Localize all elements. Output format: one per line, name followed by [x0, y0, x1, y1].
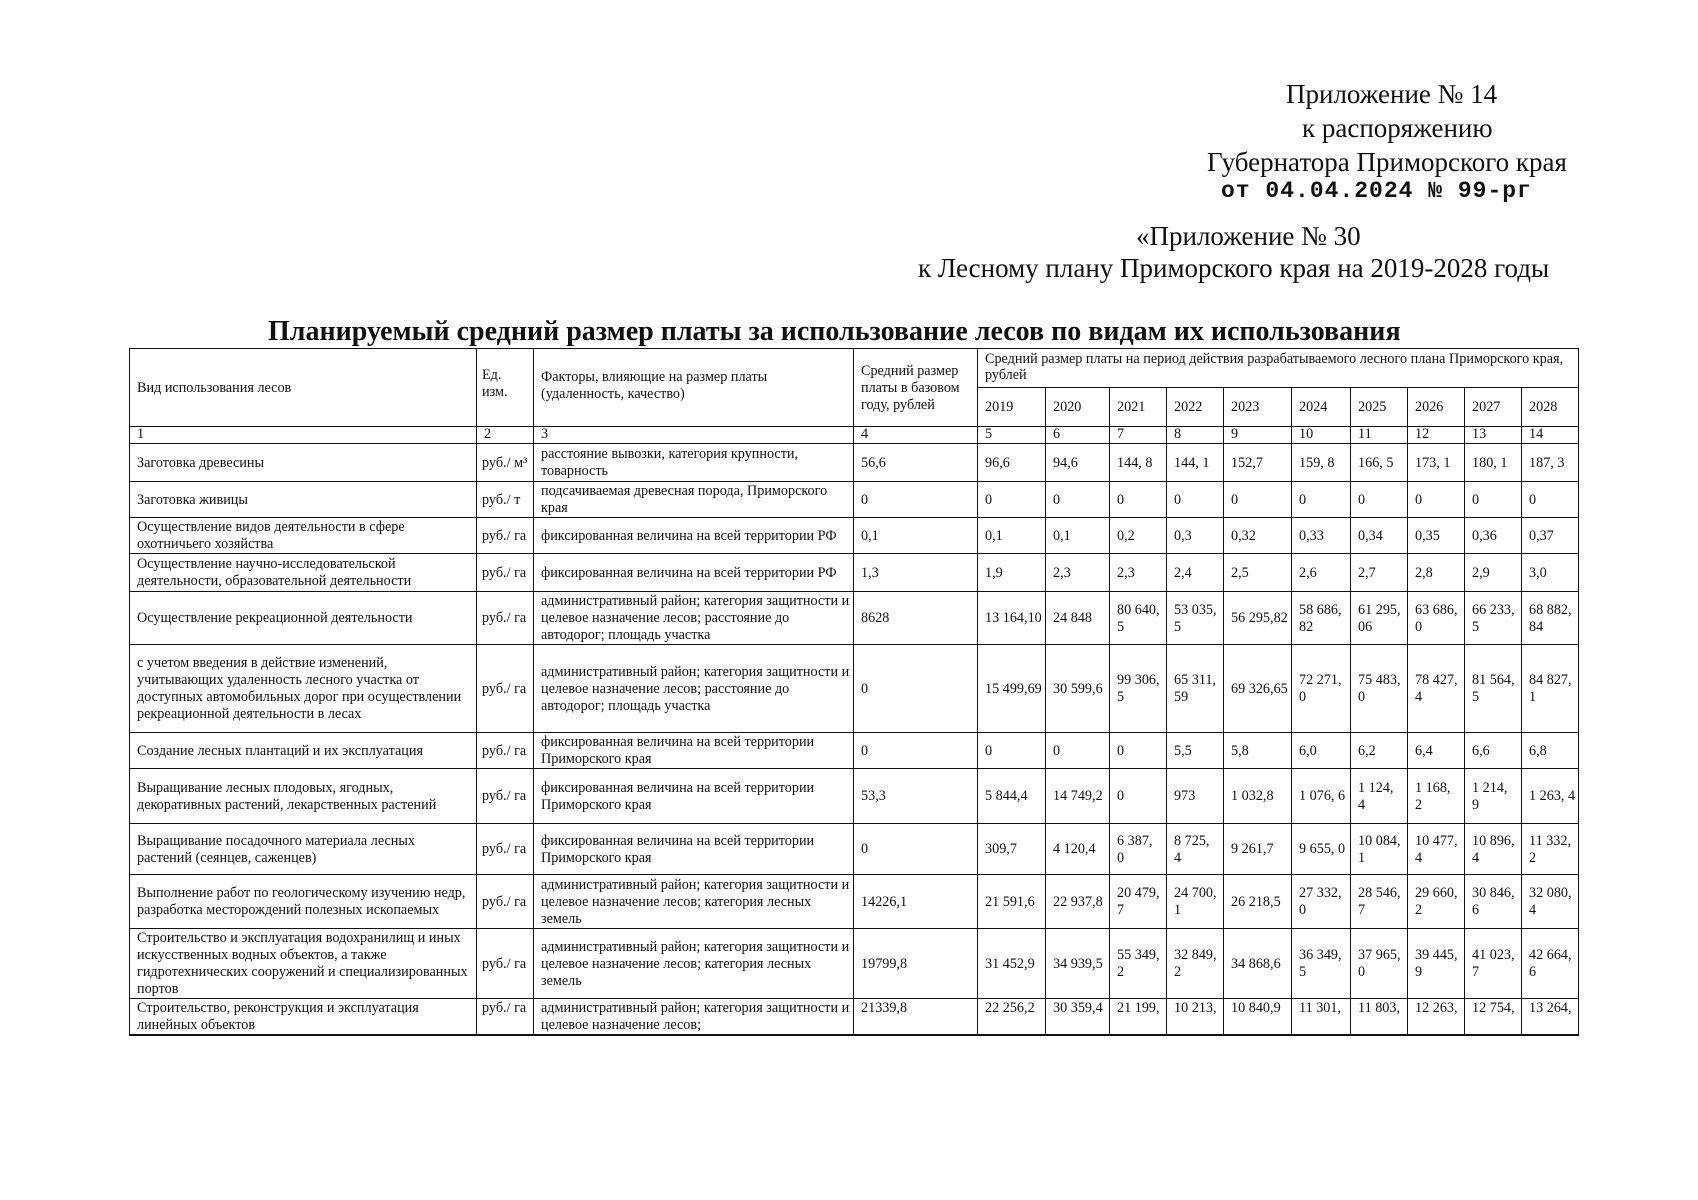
year-value-cell: 10 084, 1: [1351, 824, 1408, 875]
year-header-2023: 2023: [1224, 388, 1292, 427]
year-value-cell: 0: [978, 733, 1046, 769]
year-value-cell: 159, 8: [1292, 444, 1351, 482]
year-value-cell: 11 301,: [1292, 999, 1351, 1036]
factor-cell: административный район; категория защитности и целевое назначение лесов; расстояние до автодорог; площадь участка: [534, 645, 854, 733]
year-value-cell: 78 427, 4: [1408, 645, 1465, 733]
year-value-cell: 0,1: [1046, 518, 1110, 554]
year-header-2024: 2024: [1292, 388, 1351, 427]
year-value-cell: 0,32: [1224, 518, 1292, 554]
column-number: 8: [1167, 427, 1224, 444]
year-value-cell: 0: [1110, 733, 1167, 769]
year-value-cell: 68 882, 84: [1522, 592, 1579, 645]
factor-cell: административный район; категория защитности и целевое назначение лесов; категория лесных земель: [534, 929, 854, 999]
base-value-cell: 56,6: [854, 444, 978, 482]
year-value-cell: 0: [1046, 733, 1110, 769]
column-number: 5: [978, 427, 1046, 444]
base-value-cell: 0: [854, 733, 978, 769]
year-value-cell: 31 452,9: [978, 929, 1046, 999]
year-value-cell: 2,3: [1110, 554, 1167, 592]
year-value-cell: 65 311, 59: [1167, 645, 1224, 733]
year-value-cell: 15 499,69: [978, 645, 1046, 733]
unit-cell: руб./ га: [477, 769, 534, 824]
year-value-cell: 2,7: [1351, 554, 1408, 592]
year-value-cell: 84 827, 1: [1522, 645, 1579, 733]
year-value-cell: 0: [1110, 482, 1167, 518]
year-value-cell: 96,6: [978, 444, 1046, 482]
year-value-cell: 12 263,: [1408, 999, 1465, 1036]
use-type-cell: Осуществление научно-исследовательской деятельности, образовательной деятельности: [130, 554, 477, 592]
factor-cell: административный район; категория защитности и целевое назначение лесов; категория лесных земель: [534, 875, 854, 929]
year-value-cell: 34 868,6: [1224, 929, 1292, 999]
column-number: 1: [130, 427, 477, 444]
use-type-cell: Выращивание лесных плодовых, ягодных, декоративных растений, лекарственных растений: [130, 769, 477, 824]
year-value-cell: 72 271, 0: [1292, 645, 1351, 733]
unit-cell: руб./ га: [477, 733, 534, 769]
year-value-cell: 26 218,5: [1224, 875, 1292, 929]
year-value-cell: 32 849, 2: [1167, 929, 1224, 999]
year-value-cell: 0: [1522, 482, 1579, 518]
year-value-cell: 24 700, 1: [1167, 875, 1224, 929]
year-value-cell: 99 306, 5: [1110, 645, 1167, 733]
year-value-cell: 21 199,: [1110, 999, 1167, 1036]
factor-cell: административный район; категория защитности и целевое назначение лесов; расстояние до автодорог; площадь участка: [534, 592, 854, 645]
column-number: 6: [1046, 427, 1110, 444]
year-value-cell: 30 846, 6: [1465, 875, 1522, 929]
year-value-cell: 2,8: [1408, 554, 1465, 592]
year-value-cell: 1 076, 6: [1292, 769, 1351, 824]
use-type-cell: Выполнение работ по геологическому изучению недр, разработка месторождений полезных ископаемых: [130, 875, 477, 929]
year-value-cell: 13 264,: [1522, 999, 1579, 1036]
factor-cell: фиксированная величина на всей территории Приморского края: [534, 824, 854, 875]
year-value-cell: 10 477, 4: [1408, 824, 1465, 875]
year-value-cell: 24 848: [1046, 592, 1110, 645]
year-value-cell: 10 213,: [1167, 999, 1224, 1036]
year-value-cell: 2,6: [1292, 554, 1351, 592]
unit-cell: руб./ га: [477, 929, 534, 999]
table-row: [130, 444, 1579, 482]
year-value-cell: 1 032,8: [1224, 769, 1292, 824]
year-value-cell: 1 263, 4: [1522, 769, 1579, 824]
year-value-cell: 973: [1167, 769, 1224, 824]
year-value-cell: 34 939,5: [1046, 929, 1110, 999]
factor-cell: фиксированная величина на всей территории РФ: [534, 518, 854, 554]
year-header-2025: 2025: [1351, 388, 1408, 427]
year-header-2027: 2027: [1465, 388, 1522, 427]
unit-cell: руб./ га: [477, 999, 534, 1036]
year-value-cell: 55 349, 2: [1110, 929, 1167, 999]
year-value-cell: 0,35: [1408, 518, 1465, 554]
base-value-cell: 8628: [854, 592, 978, 645]
year-value-cell: 2,9: [1465, 554, 1522, 592]
header-unit: Ед. изм.: [477, 349, 534, 427]
year-value-cell: 9 655, 0: [1292, 824, 1351, 875]
year-value-cell: 69 326,65: [1224, 645, 1292, 733]
year-value-cell: 0: [1046, 482, 1110, 518]
year-value-cell: 309,7: [978, 824, 1046, 875]
use-type-cell: с учетом введения в действие изменений, учитывающих удаленность лесного участка от доступных автомобильных дорог при осуществлении рекреационной деятельности в лесах: [130, 645, 477, 733]
column-number: 3: [534, 427, 854, 444]
year-value-cell: 6,4: [1408, 733, 1465, 769]
column-number: 10: [1292, 427, 1351, 444]
year-value-cell: 21 591,6: [978, 875, 1046, 929]
year-value-cell: 0,2: [1110, 518, 1167, 554]
year-value-cell: 94,6: [1046, 444, 1110, 482]
header-period: Средний размер платы на период действия разрабатываемого лесного плана Приморского края, рублей: [978, 349, 1579, 388]
year-value-cell: 75 483, 0: [1351, 645, 1408, 733]
year-value-cell: 11 332, 2: [1522, 824, 1579, 875]
table-row: [130, 769, 1579, 824]
column-number: 4: [854, 427, 978, 444]
year-value-cell: 2,4: [1167, 554, 1224, 592]
unit-cell: руб./ га: [477, 518, 534, 554]
base-value-cell: 53,3: [854, 769, 978, 824]
year-value-cell: 0,3: [1167, 518, 1224, 554]
year-value-cell: 53 035, 5: [1167, 592, 1224, 645]
year-value-cell: 28 546, 7: [1351, 875, 1408, 929]
year-value-cell: 0,34: [1351, 518, 1408, 554]
year-value-cell: 32 080, 4: [1522, 875, 1579, 929]
year-value-cell: 10 896, 4: [1465, 824, 1522, 875]
year-value-cell: 0,1: [978, 518, 1046, 554]
column-number: 13: [1465, 427, 1522, 444]
use-type-cell: Осуществление рекреационной деятельности: [130, 592, 477, 645]
year-value-cell: 81 564, 5: [1465, 645, 1522, 733]
year-value-cell: 14 749,2: [1046, 769, 1110, 824]
base-value-cell: 0: [854, 645, 978, 733]
year-header-2028: 2028: [1522, 388, 1579, 427]
year-value-cell: 0: [1292, 482, 1351, 518]
year-value-cell: 2,5: [1224, 554, 1292, 592]
year-value-cell: 144, 8: [1110, 444, 1167, 482]
year-header-2020: 2020: [1046, 388, 1110, 427]
use-type-cell: Выращивание посадочного материала лесных растений (сеянцев, саженцев): [130, 824, 477, 875]
appendix-to-order: к распоряжению: [1302, 113, 1493, 143]
base-value-cell: 1,3: [854, 554, 978, 592]
year-value-cell: 166, 5: [1351, 444, 1408, 482]
unit-cell: руб./ га: [477, 875, 534, 929]
appendix30-number: «Приложение № 30: [1136, 221, 1361, 251]
payment-table: [129, 348, 1579, 1036]
year-value-cell: 0: [1465, 482, 1522, 518]
table-row: [130, 999, 1579, 1036]
year-value-cell: 0: [978, 482, 1046, 518]
year-value-cell: 6 387, 0: [1110, 824, 1167, 875]
year-value-cell: 6,0: [1292, 733, 1351, 769]
year-value-cell: 41 023, 7: [1465, 929, 1522, 999]
year-value-cell: 2,3: [1046, 554, 1110, 592]
year-value-cell: 61 295, 06: [1351, 592, 1408, 645]
table-body: [130, 349, 1579, 1036]
forest-plan-reference: к Лесному плану Приморского края на 2019-2028 годы: [918, 253, 1550, 283]
table-row: [130, 554, 1579, 592]
table-row: [130, 482, 1579, 518]
year-value-cell: 37 965, 0: [1351, 929, 1408, 999]
year-value-cell: 9 261,7: [1224, 824, 1292, 875]
column-number: 12: [1408, 427, 1465, 444]
column-number: 2: [477, 427, 534, 444]
factor-cell: фиксированная величина на всей территории Приморского края: [534, 733, 854, 769]
unit-cell: руб./ га: [477, 554, 534, 592]
year-value-cell: 3,0: [1522, 554, 1579, 592]
year-value-cell: 1 214, 9: [1465, 769, 1522, 824]
year-value-cell: 144, 1: [1167, 444, 1224, 482]
use-type-cell: Создание лесных плантаций и их эксплуатация: [130, 733, 477, 769]
year-header-2022: 2022: [1167, 388, 1224, 427]
year-value-cell: 12 754,: [1465, 999, 1522, 1036]
table-row: [130, 824, 1579, 875]
unit-cell: руб./ га: [477, 645, 534, 733]
year-value-cell: 1 168, 2: [1408, 769, 1465, 824]
column-number: 7: [1110, 427, 1167, 444]
base-value-cell: 0: [854, 482, 978, 518]
numbering-row: [130, 427, 1579, 444]
year-value-cell: 0: [1351, 482, 1408, 518]
year-value-cell: 0: [1167, 482, 1224, 518]
year-value-cell: 30 599,6: [1046, 645, 1110, 733]
header-row: [130, 349, 1579, 388]
year-value-cell: 20 479, 7: [1110, 875, 1167, 929]
appendix-number: Приложение № 14: [1286, 79, 1498, 109]
year-value-cell: 42 664, 6: [1522, 929, 1579, 999]
unit-cell: руб./ м³: [477, 444, 534, 482]
year-value-cell: 5,8: [1224, 733, 1292, 769]
year-value-cell: 0: [1408, 482, 1465, 518]
appendix-governor: Губернатора Приморского края: [1207, 147, 1567, 177]
year-value-cell: 4 120,4: [1046, 824, 1110, 875]
year-value-cell: 39 445, 9: [1408, 929, 1465, 999]
factor-cell: расстояние вывозки, категория крупности, товарность: [534, 444, 854, 482]
year-value-cell: 0: [1224, 482, 1292, 518]
year-value-cell: 66 233, 5: [1465, 592, 1522, 645]
use-type-cell: Строительство, реконструкция и эксплуатация линейных объектов: [130, 999, 477, 1036]
year-value-cell: 36 349, 5: [1292, 929, 1351, 999]
year-value-cell: 173, 1: [1408, 444, 1465, 482]
column-number: 14: [1522, 427, 1579, 444]
base-value-cell: 19799,8: [854, 929, 978, 999]
order-stamp: от 04.04.2024 № 99-рг: [1221, 178, 1532, 204]
base-value-cell: 0: [854, 824, 978, 875]
year-value-cell: 80 640, 5: [1110, 592, 1167, 645]
use-type-cell: Осуществление видов деятельности в сфере охотничьего хозяйства: [130, 518, 477, 554]
year-value-cell: 187, 3: [1522, 444, 1579, 482]
factor-cell: фиксированная величина на всей территории Приморского края: [534, 769, 854, 824]
page-title: Планируемый средний размер платы за использование лесов по видам их использования: [268, 316, 1401, 347]
year-value-cell: 22 937,8: [1046, 875, 1110, 929]
table-row: [130, 875, 1579, 929]
year-value-cell: 0,36: [1465, 518, 1522, 554]
year-value-cell: 180, 1: [1465, 444, 1522, 482]
year-value-cell: 6,6: [1465, 733, 1522, 769]
table-row: [130, 645, 1579, 733]
year-value-cell: 10 840,9: [1224, 999, 1292, 1036]
year-value-cell: 0,33: [1292, 518, 1351, 554]
year-value-cell: 8 725, 4: [1167, 824, 1224, 875]
year-header-2021: 2021: [1110, 388, 1167, 427]
base-value-cell: 21339,8: [854, 999, 978, 1036]
column-number: 9: [1224, 427, 1292, 444]
table-row: [130, 733, 1579, 769]
base-value-cell: 14226,1: [854, 875, 978, 929]
unit-cell: руб./ га: [477, 592, 534, 645]
year-value-cell: 13 164,10: [978, 592, 1046, 645]
year-value-cell: 0,37: [1522, 518, 1579, 554]
year-value-cell: 1,9: [978, 554, 1046, 592]
year-value-cell: 6,8: [1522, 733, 1579, 769]
table-row: [130, 592, 1579, 645]
year-value-cell: 5,5: [1167, 733, 1224, 769]
year-value-cell: 6,2: [1351, 733, 1408, 769]
year-value-cell: 1 124, 4: [1351, 769, 1408, 824]
year-value-cell: 56 295,82: [1224, 592, 1292, 645]
use-type-cell: Заготовка живицы: [130, 482, 477, 518]
use-type-cell: Заготовка древесины: [130, 444, 477, 482]
year-header-2019: 2019: [978, 388, 1046, 427]
header-base-year: Средний размер платы в базовом году, рублей: [854, 349, 978, 427]
year-value-cell: 11 803,: [1351, 999, 1408, 1036]
column-number: 11: [1351, 427, 1408, 444]
factor-cell: фиксированная величина на всей территории РФ: [534, 554, 854, 592]
table-row: [130, 518, 1579, 554]
year-value-cell: 22 256,2: [978, 999, 1046, 1036]
base-value-cell: 0,1: [854, 518, 978, 554]
factor-cell: подсачиваемая древесная порода, Приморского края: [534, 482, 854, 518]
unit-cell: руб./ т: [477, 482, 534, 518]
year-value-cell: 5 844,4: [978, 769, 1046, 824]
table-row: [130, 929, 1579, 999]
year-value-cell: 58 686, 82: [1292, 592, 1351, 645]
year-value-cell: 63 686, 0: [1408, 592, 1465, 645]
unit-cell: руб./ га: [477, 824, 534, 875]
year-value-cell: 0: [1110, 769, 1167, 824]
year-value-cell: 152,7: [1224, 444, 1292, 482]
year-header-2026: 2026: [1408, 388, 1465, 427]
header-use-type: Вид использования лесов: [130, 349, 477, 427]
use-type-cell: Строительство и эксплуатация водохранилищ и иных искусственных водных объектов, а также гидротехнических сооружений и специализированных портов: [130, 929, 477, 999]
header-factors: Факторы, влияющие на размер платы (удаленность, качество): [534, 349, 854, 427]
year-value-cell: 27 332, 0: [1292, 875, 1351, 929]
year-value-cell: 29 660, 2: [1408, 875, 1465, 929]
factor-cell: административный район; категория защитности и целевое назначение лесов;: [534, 999, 854, 1036]
year-value-cell: 30 359,4: [1046, 999, 1110, 1036]
